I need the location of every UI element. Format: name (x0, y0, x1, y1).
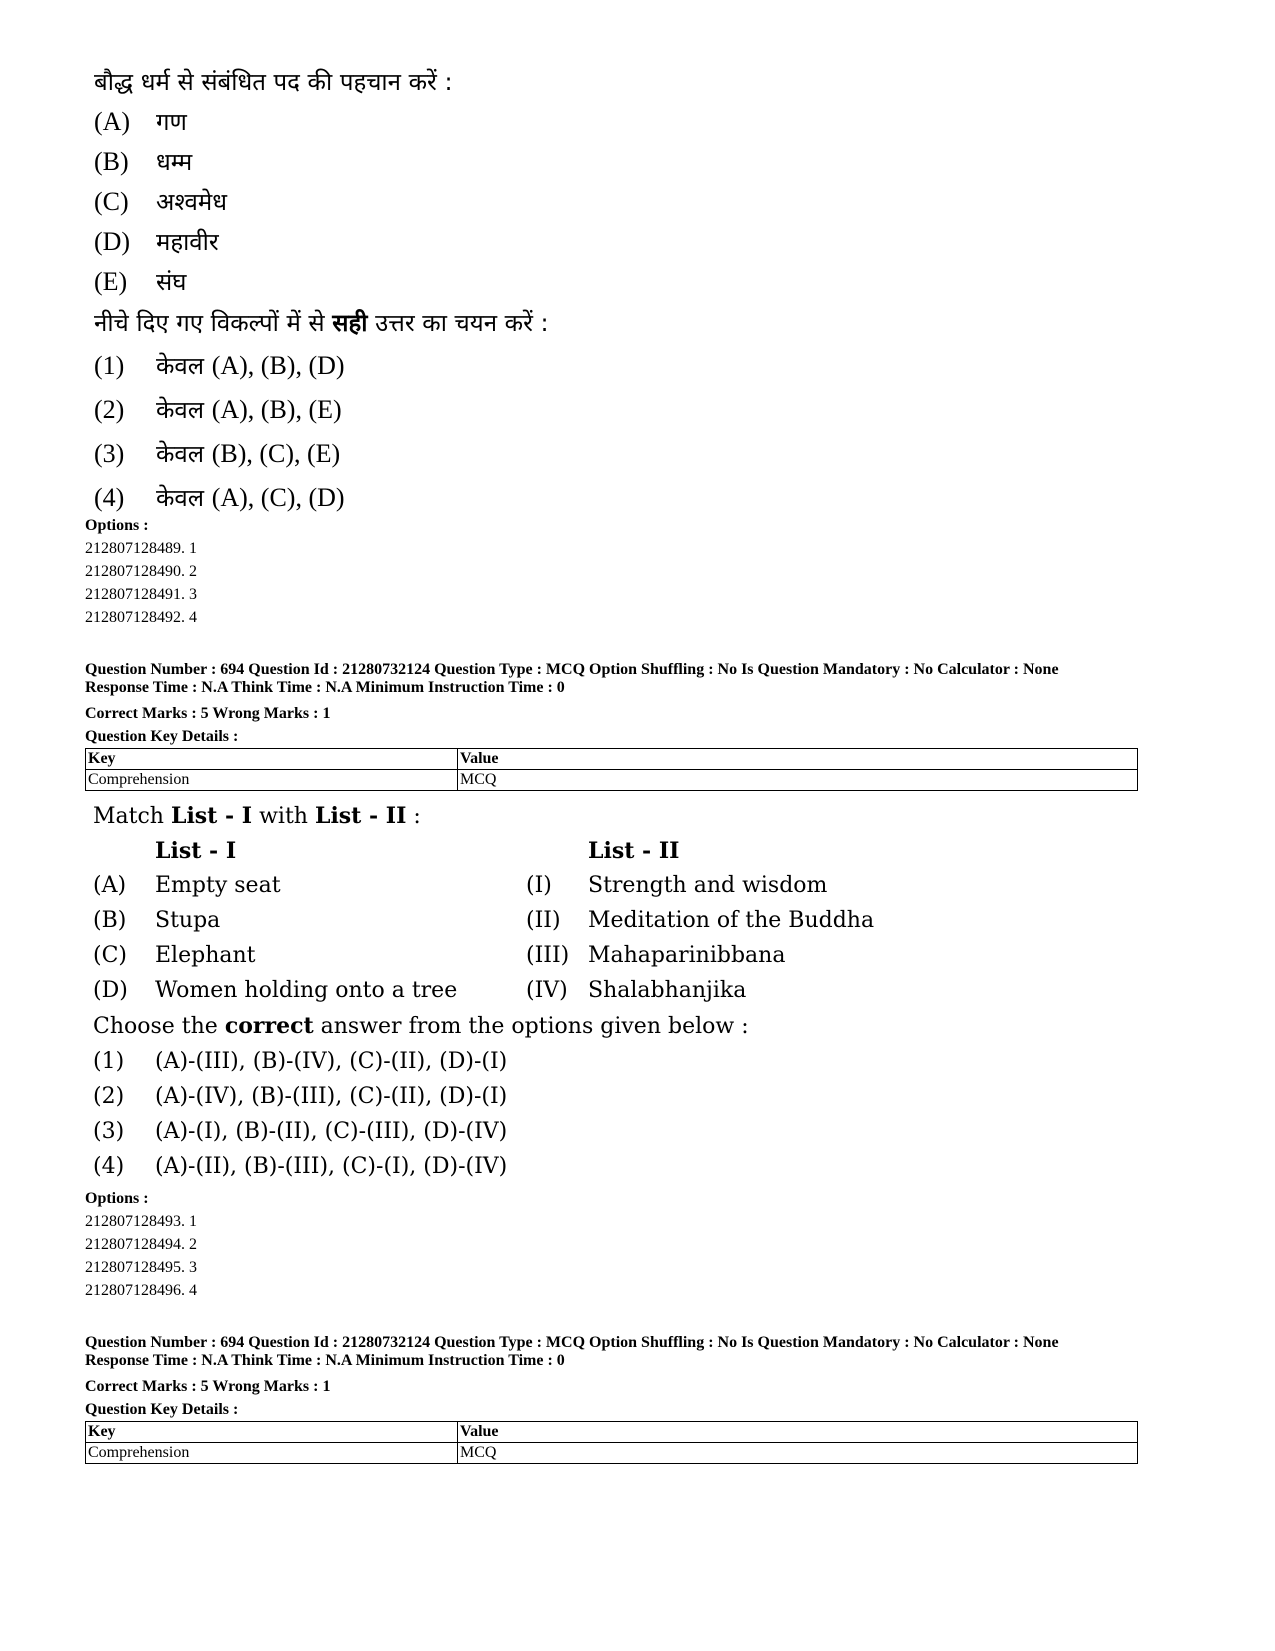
item-label: (E) (94, 267, 128, 296)
item-text: अश्वमेध (156, 188, 227, 216)
match-row: (D) Women holding onto a tree (IV) Shalabhanjika (93, 978, 747, 1003)
answer-choice: (1) केवल (A), (B), (D) (94, 344, 549, 388)
answer-label: (1) (94, 351, 125, 380)
answer-choice: (3) केवल (B), (C), (E) (94, 432, 549, 476)
value-header: Value (458, 749, 1138, 770)
item-label: (D) (94, 227, 131, 256)
answer-choice: (4) केवल (A), (C), (D) (94, 476, 549, 520)
table-header-row (86, 1422, 1138, 1443)
question-1-item (94, 102, 549, 142)
answer-choice (93, 1149, 908, 1184)
question-1-options (85, 514, 197, 629)
list-1-header: List - I (155, 838, 237, 864)
answer-text: (A)-(III), (B)-(IV), (C)-(II), (D)-(I) (155, 1049, 508, 1074)
item-text: गण (156, 108, 187, 136)
match-row: (C) Elephant (III) Mahaparinibbana (93, 943, 786, 968)
item-label: (C) (94, 187, 129, 216)
answer-choice: (2) केवल (A), (B), (E) (94, 388, 549, 432)
question-2-stem: Match List - I with List - II : (93, 803, 421, 829)
question-timing-line: Response Time : N.A Think Time : N.A Minimum Instruction Time : 0 (85, 679, 565, 696)
option-id: 212807128492. 4 (85, 609, 197, 626)
key-header: Key (86, 1422, 458, 1443)
key-cell: Comprehension (86, 1443, 458, 1464)
question-1-item (94, 262, 549, 302)
answer-text: (A)-(IV), (B)-(III), (C)-(II), (D)-(I) (155, 1084, 508, 1109)
option-id: 212807128491. 3 (85, 586, 197, 603)
question-info-line: Question Number : 694 Question Id : 21280732124 Question Type : MCQ Option Shuffling : No Is Question Mandatory : No Calculator : None (85, 1334, 1059, 1351)
question-2-info (85, 661, 1145, 791)
key-value-table (85, 1421, 1138, 1464)
key-details-heading: Question Key Details : (85, 728, 239, 745)
question-1-stem: बौद्ध धर्म से संबंधित पद की पहचान करें : (94, 68, 453, 96)
key-header: Key (86, 749, 458, 770)
answer-text: (A)-(I), (B)-(II), (C)-(III), (D)-(IV) (155, 1119, 508, 1144)
option-id: 212807128496. 4 (85, 1282, 197, 1299)
answer-label: (4) (93, 1154, 125, 1179)
item-label: (A) (94, 107, 131, 136)
key-details-heading: Question Key Details : (85, 1401, 239, 1418)
question-1-item (94, 142, 549, 182)
option-id: 212807128489. 1 (85, 540, 197, 557)
question-1-item (94, 182, 549, 222)
answer-choice (93, 1044, 908, 1079)
key-cell: Comprehension (86, 770, 458, 791)
item-text: धम्म (156, 148, 193, 176)
option-id: 212807128494. 2 (85, 1236, 197, 1253)
item-label: (B) (94, 147, 129, 176)
question-2-options (85, 1187, 197, 1302)
answer-label: (1) (93, 1049, 125, 1074)
item-text: संघ (156, 268, 187, 296)
match-row: (B) Stupa (II) Meditation of the Buddha (93, 908, 875, 933)
question-timing-line: Response Time : N.A Think Time : N.A Minimum Instruction Time : 0 (85, 1352, 565, 1369)
options-heading: Options : (85, 517, 149, 534)
key-value-table (85, 748, 1138, 791)
table-row (86, 770, 1138, 791)
answer-label: (3) (94, 439, 125, 468)
question-1-instruction: नीचे दिए गए विकल्पों में से सही उत्तर का चयन करें : (94, 309, 549, 337)
question-2 (93, 798, 908, 1184)
question-1 (94, 62, 549, 520)
option-id: 212807128493. 1 (85, 1213, 197, 1230)
list-2-header: List - II (588, 838, 680, 864)
marks-line: Correct Marks : 5 Wrong Marks : 1 (85, 705, 331, 722)
answer-text: (A)-(II), (B)-(III), (C)-(I), (D)-(IV) (155, 1154, 508, 1179)
table-header-row (86, 749, 1138, 770)
answer-choice (93, 1079, 908, 1114)
marks-line: Correct Marks : 5 Wrong Marks : 1 (85, 1378, 331, 1395)
answer-choice (93, 1114, 908, 1149)
option-id: 212807128495. 3 (85, 1259, 197, 1276)
match-row: (A) Empty seat (I) Strength and wisdom (93, 873, 828, 898)
question-2-instruction: Choose the correct answer from the options given below : (93, 1013, 749, 1039)
answer-label: (2) (94, 395, 125, 424)
value-cell: MCQ (458, 770, 1138, 791)
value-header: Value (458, 1422, 1138, 1443)
answer-label: (4) (94, 483, 125, 512)
item-text: महावीर (156, 228, 219, 256)
option-id: 212807128490. 2 (85, 563, 197, 580)
table-row (86, 1443, 1138, 1464)
question-info-line: Question Number : 694 Question Id : 21280732124 Question Type : MCQ Option Shuffling : No Is Question Mandatory : No Calculator : None (85, 661, 1059, 678)
question-3-info (85, 1334, 1145, 1464)
answer-label: (2) (93, 1084, 125, 1109)
value-cell: MCQ (458, 1443, 1138, 1464)
options-heading: Options : (85, 1190, 149, 1207)
answer-label: (3) (93, 1119, 125, 1144)
question-1-item (94, 222, 549, 262)
list-headers (93, 834, 908, 868)
